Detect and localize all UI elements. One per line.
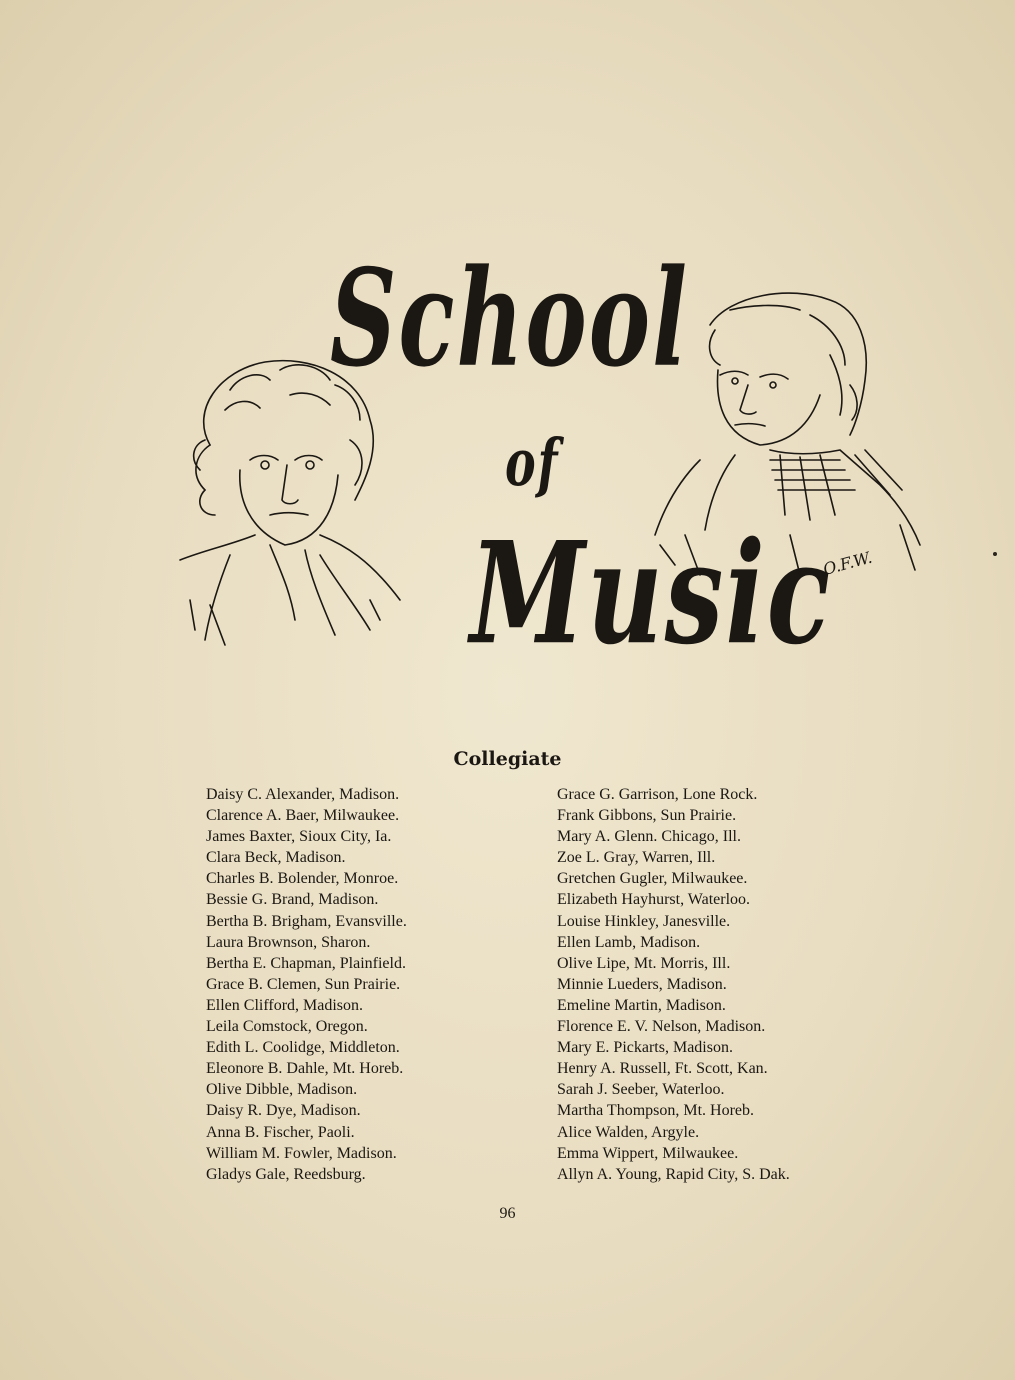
left-name-column: [206, 784, 506, 1185]
list-item: Allyn A. Young, Rapid City, S. Dak.: [557, 1165, 790, 1183]
list-item: Anna B. Fischer, Paoli.: [206, 1123, 355, 1141]
section-heading: Collegiate: [453, 748, 562, 770]
page-number: 96: [499, 1205, 516, 1222]
list-item: Ellen Lamb, Madison.: [557, 933, 701, 951]
list-item: William M. Fowler, Madison.: [206, 1144, 397, 1162]
list-item: Minnie Lueders, Madison.: [557, 975, 727, 993]
list-item: Grace B. Clemen, Sun Prairie.: [206, 975, 401, 993]
list-item: Eleonore B. Dahle, Mt. Horeb.: [206, 1060, 404, 1078]
list-item: Grace G. Garrison, Lone Rock.: [557, 786, 758, 803]
list-item: Olive Dibble, Madison.: [206, 1081, 358, 1099]
list-item: Emma Wippert, Milwaukee.: [557, 1144, 739, 1162]
list-item: Martha Thompson, Mt. Horeb.: [557, 1102, 755, 1120]
list-item: Elizabeth Hayhurst, Waterloo.: [557, 891, 751, 909]
list-item: Leila Comstock, Oregon.: [206, 1018, 368, 1036]
portrait-sketch-icon: [170, 350, 420, 650]
list-item: Bertha B. Brigham, Evansville.: [206, 912, 407, 930]
list-item: Charles B. Bolender, Monroe.: [206, 870, 399, 888]
list-item: Bertha E. Chapman, Plainfield.: [206, 954, 406, 972]
ink-speck: [993, 552, 997, 556]
list-item: Bessie G. Brand, Madison.: [206, 891, 379, 909]
list-item: Clara Beck, Madison.: [206, 849, 346, 867]
list-item: Emeline Martin, Madison.: [557, 996, 726, 1014]
list-item: Zoe L. Gray, Warren, Ill.: [557, 849, 716, 867]
list-item: Florence E. V. Nelson, Madison.: [557, 1018, 766, 1036]
list-item: Olive Lipe, Mt. Morris, Ill.: [557, 954, 731, 972]
list-item: Alice Walden, Argyle.: [557, 1123, 700, 1141]
title-music: Music: [470, 510, 833, 677]
list-item: Frank Gibbons, Sun Prairie.: [557, 807, 737, 825]
list-item: James Baxter, Sioux City, Ia.: [206, 828, 392, 846]
right-name-column: [557, 784, 877, 1185]
title-school: School: [330, 240, 690, 397]
portrait-sketch-icon: [640, 285, 930, 585]
list-item: Mary E. Pickarts, Madison.: [557, 1039, 733, 1057]
list-item: Louise Hinkley, Janesville.: [557, 912, 731, 930]
title-of: of: [505, 425, 560, 501]
list-item: Clarence A. Baer, Milwaukee.: [206, 807, 400, 825]
list-item: Gladys Gale, Reedsburg.: [206, 1165, 366, 1183]
list-item: Gretchen Gugler, Milwaukee.: [557, 870, 748, 888]
list-item: Laura Brownson, Sharon.: [206, 933, 371, 951]
list-item: Daisy C. Alexander, Madison.: [206, 786, 400, 803]
list-item: Daisy R. Dye, Madison.: [206, 1102, 361, 1120]
list-item: Mary A. Glenn. Chicago, Ill.: [557, 828, 741, 846]
list-item: Ellen Clifford, Madison.: [206, 996, 364, 1014]
artist-signature: O.F.W.: [821, 547, 875, 579]
list-item: Edith L. Coolidge, Middleton.: [206, 1039, 400, 1057]
list-item: Sarah J. Seeber, Waterloo.: [557, 1081, 725, 1099]
list-item: Henry A. Russell, Ft. Scott, Kan.: [557, 1060, 768, 1078]
